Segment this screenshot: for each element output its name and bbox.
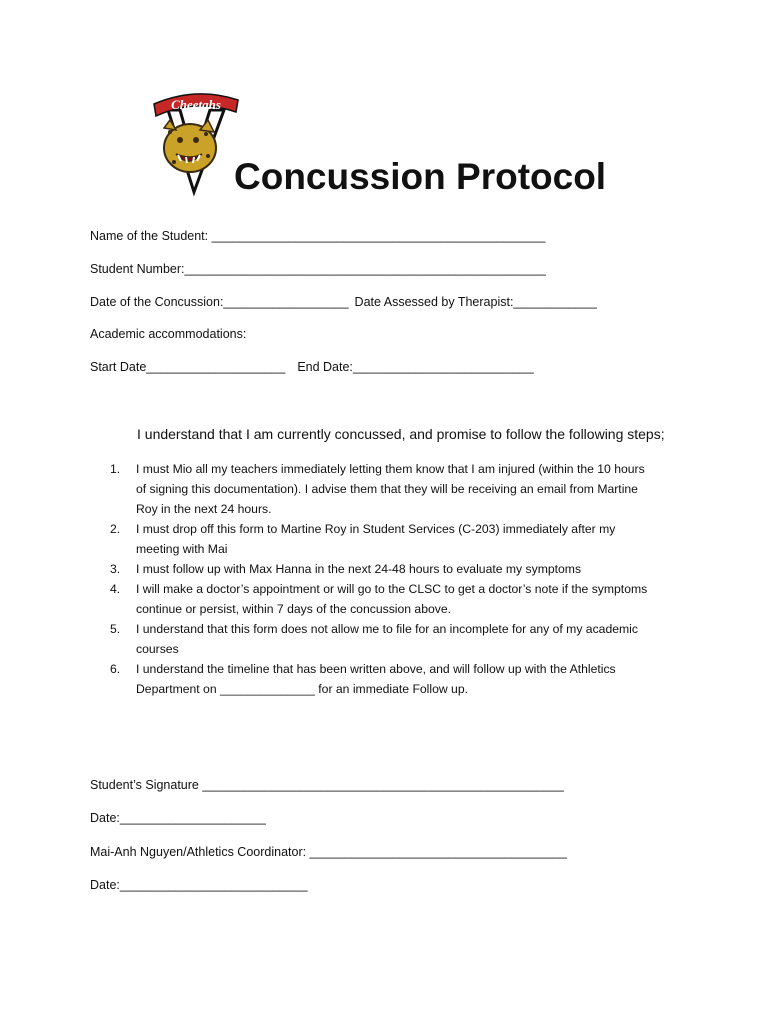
- date-of-concussion-field: Date of the Concussion:__________________: [90, 295, 349, 309]
- date-assessed-field: Date Assessed by Therapist:____________: [354, 295, 597, 309]
- page-title: Concussion Protocol: [234, 156, 607, 197]
- list-item: 1. I must Mio all my teachers immediately letting them know that I am injured (within the 10 hours of signing this documentation). I advise them that they will be receiving an email from Martine Roy in the next 24 hours.: [110, 462, 645, 516]
- start-end-row: [90, 360, 534, 374]
- student-name-field: Name of the Student: ________________________________________________: [90, 229, 546, 243]
- academic-accommodations-label: Academic accommodations:: [90, 327, 247, 341]
- list-item: 5. I understand that this form does not allow me to file for an incomplete for any of my academic courses: [110, 622, 638, 656]
- list-item: 6. I understand the timeline that has been written above, and will follow up with the Athletics Department on ______________ for an immediate Follow up.: [110, 662, 616, 696]
- date-row: [90, 295, 597, 309]
- steps-list: [110, 459, 690, 699]
- list-item: 2. I must drop off this form to Martine Roy in Student Services (C-203) immediately after my meeting with Mai: [110, 522, 616, 556]
- logo-text: Cheetahs: [171, 97, 221, 112]
- date-field-2: Date:___________________________: [90, 878, 308, 892]
- list-item: 3. I must follow up with Max Hanna in the next 24-48 hours to evaluate my symptoms: [110, 562, 582, 576]
- student-signature-field: Student’s Signature ____________________________________________________: [90, 778, 564, 792]
- cheetah-head: [164, 120, 216, 172]
- start-date-field: Start Date____________________: [90, 360, 286, 374]
- list-item: 4. I will make a doctor’s appointment or will go to the CLSC to get a doctor’s note if the symptoms continue or persist, within 7 days of the concussion above.: [110, 582, 648, 616]
- intro-statement: I understand that I am currently concussed, and promise to follow the following steps;: [137, 426, 665, 442]
- student-number-field: Student Number:____________________________________________________: [90, 262, 546, 276]
- cheetahs-logo: [150, 90, 242, 198]
- coordinator-signature-field: Mai-Anh Nguyen/Athletics Coordinator: _____________________________________: [90, 845, 567, 859]
- date-field-1: Date:_____________________: [90, 811, 266, 825]
- end-date-field: End Date:__________________________: [297, 360, 534, 374]
